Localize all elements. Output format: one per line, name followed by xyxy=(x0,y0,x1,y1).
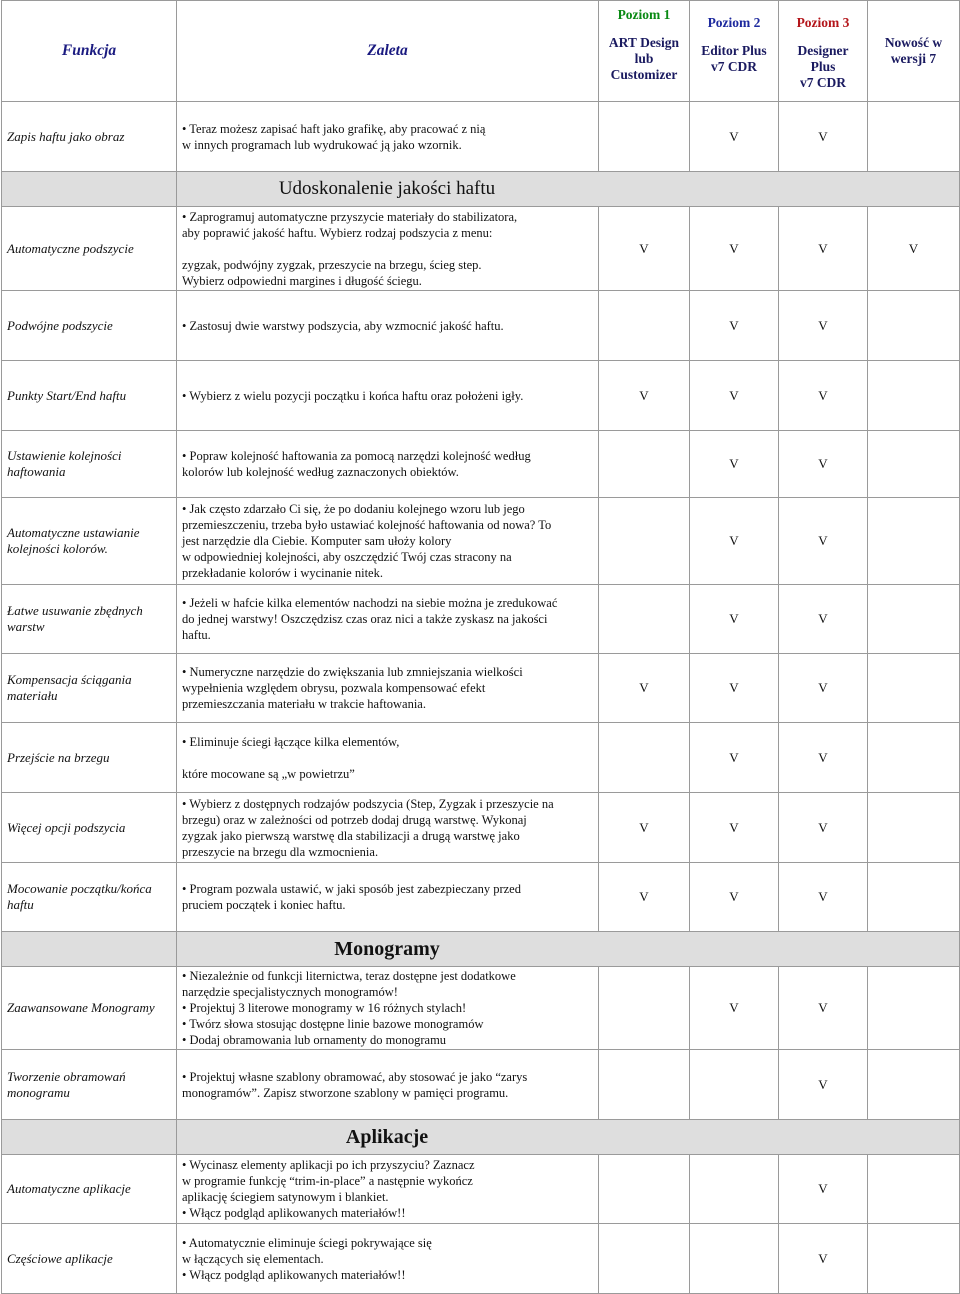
advantage-cell: • Wybierz z wielu pozycji początku i końca haftu oraz położeni igły. xyxy=(177,361,599,431)
table-row xyxy=(2,498,960,585)
table-row xyxy=(2,863,960,932)
function-cell: Więcej opcji podszycia xyxy=(2,793,177,863)
mark-new-v7 xyxy=(868,431,960,498)
mark-level-3: V xyxy=(779,431,868,498)
mark-level-1 xyxy=(599,498,690,585)
header-new-v7: Nowość w wersji 7 xyxy=(868,1,960,102)
mark-level-1 xyxy=(599,431,690,498)
mark-level-1 xyxy=(599,1050,690,1120)
advantage-cell: • Niezależnie od funkcji liternictwa, teraz dostępne jest dodatkowe narzędzie specjalistycznych monogramów! • Projektuj 3 literowe monogramy w 16 różnych stylach! • Twórz słowa stosując dostępne linie bazowe monogramów • Dodaj obramowania lub ornamenty do monogramu xyxy=(177,967,599,1050)
mark-level-2: V xyxy=(690,654,779,723)
mark-level-2: V xyxy=(690,793,779,863)
mark-level-1: V xyxy=(599,361,690,431)
mark-new-v7 xyxy=(868,291,960,361)
function-cell: Mocowanie początku/końca haftu xyxy=(2,863,177,932)
table-row xyxy=(2,207,960,291)
table-row xyxy=(2,1155,960,1224)
table-row xyxy=(2,291,960,361)
header-advantage: Zaleta xyxy=(177,1,599,102)
mark-level-3: V xyxy=(779,1155,868,1224)
mark-level-1: V xyxy=(599,654,690,723)
section-title: Udoskonalenie jakości haftu xyxy=(278,178,496,199)
advantage-cell: • Zaprogramuj automatyczne przyszycie materiały do stabilizatora, aby poprawić jakość haftu. Wybierz rodzaj podszycia z menu: zygzak, podwójny zygzak, przeszycie na brzegu, ścieg step. Wybierz odpowiedni margines i długość ściegu. xyxy=(177,207,599,291)
section-title: Aplikacje xyxy=(345,1126,429,1148)
mark-level-3: V xyxy=(779,863,868,932)
advantage-cell: • Wycinasz elementy aplikacji po ich przyszyciu? Zaznacz w programie funkcję “trim-in-place” a następnie wykończ aplikację ściegiem satynowym i blankiet. • Włącz podgląd aplikowanych materiałów!! xyxy=(177,1155,599,1224)
mark-level-2: V xyxy=(690,585,779,654)
function-cell: Tworzenie obramowań monogramu xyxy=(2,1050,177,1120)
table-row xyxy=(2,793,960,863)
function-cell: Zapis haftu jako obraz xyxy=(2,102,177,172)
advantage-cell: • Wybierz z dostępnych rodzajów podszycia (Step, Zygzak i przeszycie na brzegu) oraz w zależności od potrzeb dodaj drugą warstwę. Wykonaj zygzak jako pierwszą warstwę dla stabilizacji a drugą warstwę jako przeszycie na brzegu dla wzmocnienia. xyxy=(177,793,599,863)
function-cell: Automatyczne ustawianie kolejności kolorów. xyxy=(2,498,177,585)
mark-new-v7 xyxy=(868,863,960,932)
table-row xyxy=(2,1050,960,1120)
advantage-cell: • Program pozwala ustawić, w jaki sposób jest zabezpieczany przed pruciem początek i koniec haftu. xyxy=(177,863,599,932)
advantage-cell: • Automatycznie eliminuje ściegi pokrywające się w łączących się elementach. • Włącz podgląd aplikowanych materiałów!! xyxy=(177,1224,599,1294)
mark-new-v7 xyxy=(868,1050,960,1120)
mark-level-2 xyxy=(690,1155,779,1224)
mark-level-3: V xyxy=(779,498,868,585)
mark-level-3: V xyxy=(779,102,868,172)
section-row xyxy=(2,172,960,207)
advantage-cell: • Teraz możesz zapisać haft jako grafikę, aby pracować z nią w innych programach lub wydrukować ją jako wzornik. xyxy=(177,102,599,172)
table-header-row xyxy=(2,1,960,102)
mark-level-2: V xyxy=(690,967,779,1050)
table-row xyxy=(2,1224,960,1294)
mark-level-1: V xyxy=(599,793,690,863)
function-cell: Automatyczne podszycie xyxy=(2,207,177,291)
mark-level-2: V xyxy=(690,863,779,932)
table-row xyxy=(2,585,960,654)
table-row xyxy=(2,967,960,1050)
mark-level-2: V xyxy=(690,723,779,793)
mark-level-1 xyxy=(599,291,690,361)
function-cell: Kompensacja ściągania materiału xyxy=(2,654,177,723)
mark-level-3: V xyxy=(779,967,868,1050)
mark-level-1 xyxy=(599,1224,690,1294)
mark-new-v7 xyxy=(868,967,960,1050)
mark-level-1: V xyxy=(599,207,690,291)
advantage-cell: • Zastosuj dwie warstwy podszycia, aby wzmocnić jakość haftu. xyxy=(177,291,599,361)
mark-level-3: V xyxy=(779,361,868,431)
function-cell: Punkty Start/End haftu xyxy=(2,361,177,431)
mark-level-1 xyxy=(599,967,690,1050)
function-cell: Łatwe usuwanie zbędnych warstw xyxy=(2,585,177,654)
section-title: Monogramy xyxy=(334,938,440,960)
header-level-2: Poziom 2 Editor Plus v7 CDR xyxy=(690,1,779,102)
advantage-cell: • Jeżeli w hafcie kilka elementów nachodzi na siebie można je zredukować do jednej warstwy! Oszczędzisz czas oraz nici a także zyskasz na jakości haftu. xyxy=(177,585,599,654)
mark-level-3: V xyxy=(779,1224,868,1294)
table-row xyxy=(2,723,960,793)
function-cell: Zaawansowane Monogramy xyxy=(2,967,177,1050)
mark-level-2: V xyxy=(690,431,779,498)
advantage-cell: • Numeryczne narzędzie do zwiększania lub zmniejszania wielkości wypełnienia względem obrysu, pozwala kompensować efekt przemieszczania materiału w trakcie haftowania. xyxy=(177,654,599,723)
mark-new-v7 xyxy=(868,654,960,723)
mark-level-3: V xyxy=(779,585,868,654)
mark-level-2: V xyxy=(690,291,779,361)
table-row xyxy=(2,102,960,172)
mark-level-3: V xyxy=(779,207,868,291)
mark-level-3: V xyxy=(779,723,868,793)
mark-new-v7 xyxy=(868,498,960,585)
function-cell: Podwójne podszycie xyxy=(2,291,177,361)
header-level-3: Poziom 3 Designer Plus v7 CDR xyxy=(779,1,868,102)
advantage-cell: • Eliminuje ściegi łączące kilka elementów, które mocowane są „w powietrzu” xyxy=(177,723,599,793)
advantage-cell: • Projektuj własne szablony obramować, aby stosować je jako “zarys monogramów”. Zapisz stworzone szablony w pamięci programu. xyxy=(177,1050,599,1120)
function-cell: Ustawienie kolejności haftowania xyxy=(2,431,177,498)
mark-level-2: V xyxy=(690,102,779,172)
header-function: Funkcja xyxy=(2,1,177,102)
table-row xyxy=(2,361,960,431)
header-level-1: Poziom 1 ART Design lub Customizer xyxy=(599,1,690,102)
mark-level-3: V xyxy=(779,793,868,863)
mark-level-3: V xyxy=(779,654,868,723)
comparison-table xyxy=(1,0,960,1294)
mark-level-3: V xyxy=(779,291,868,361)
function-cell: Przejście na brzegu xyxy=(2,723,177,793)
table-row xyxy=(2,431,960,498)
section-row xyxy=(2,1120,960,1155)
advantage-cell: • Popraw kolejność haftowania za pomocą narzędzi kolejność według kolorów lub kolejność według zaznaczonych obiektów. xyxy=(177,431,599,498)
mark-new-v7 xyxy=(868,1224,960,1294)
mark-new-v7 xyxy=(868,723,960,793)
mark-level-2: V xyxy=(690,207,779,291)
mark-new-v7 xyxy=(868,1155,960,1224)
mark-level-1 xyxy=(599,102,690,172)
mark-level-2: V xyxy=(690,361,779,431)
mark-level-2 xyxy=(690,1050,779,1120)
function-cell: Częściowe aplikacje xyxy=(2,1224,177,1294)
mark-new-v7 xyxy=(868,361,960,431)
mark-new-v7 xyxy=(868,102,960,172)
section-row xyxy=(2,932,960,967)
mark-new-v7 xyxy=(868,793,960,863)
mark-level-2: V xyxy=(690,498,779,585)
mark-level-2 xyxy=(690,1224,779,1294)
mark-level-1 xyxy=(599,723,690,793)
mark-level-1: V xyxy=(599,863,690,932)
advantage-cell: • Jak często zdarzało Ci się, że po dodaniu kolejnego wzoru lub jego przemieszczeniu, trzeba było ustawiać kolejność haftowania od nowa? To jest narzędzie dla Ciebie. Komputer sam ułoży kolory w odpowiedniej kolejności, aby oszczędzić Twój czas stracony na przekładanie kolorów i wycinanie nitek. xyxy=(177,498,599,585)
mark-level-3: V xyxy=(779,1050,868,1120)
table-row xyxy=(2,654,960,723)
mark-level-1 xyxy=(599,585,690,654)
mark-new-v7: V xyxy=(868,207,960,291)
mark-new-v7 xyxy=(868,585,960,654)
mark-level-1 xyxy=(599,1155,690,1224)
function-cell: Automatyczne aplikacje xyxy=(2,1155,177,1224)
